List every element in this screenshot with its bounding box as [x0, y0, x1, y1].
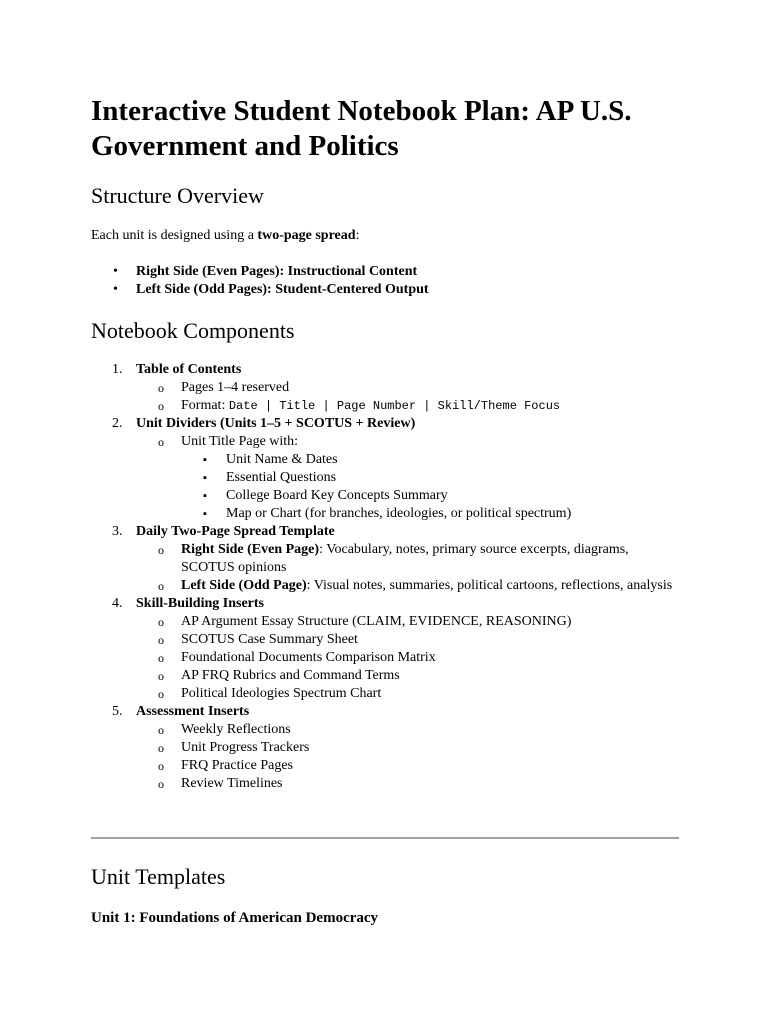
sub-item	[136, 577, 681, 595]
component-item	[91, 361, 681, 415]
subsub-item: ▪ Map or Chart (for branches, ideologies, or political spectrum)	[181, 505, 681, 523]
component-number: 3.	[112, 524, 123, 539]
component-title: Table of Contents	[136, 362, 242, 377]
bullet-item: • Right Side (Even Pages): Instructional Content	[91, 263, 429, 281]
format-code: Date | Title | Page Number | Skill/Theme Focus	[228, 399, 561, 413]
structure-bullet-list	[91, 263, 429, 299]
sub-item	[136, 379, 681, 397]
sub-item-text: AP FRQ Rubrics and Command Terms	[181, 668, 400, 683]
component-title: Daily Two-Page Spread Template	[136, 524, 335, 539]
unit-templates-heading: Unit Templates	[91, 864, 226, 889]
sub-list	[136, 433, 681, 523]
sub-item-text: Unit Title Page with:	[181, 434, 299, 449]
sub-item	[136, 397, 681, 415]
sub-item-text: : Visual notes, summaries, political cartoons, reflections, analysis	[306, 578, 673, 593]
sub-item-text: Unit Progress Trackers	[181, 740, 310, 755]
component-title: Unit Dividers (Units 1–5 + SCOTUS + Review)	[136, 416, 416, 431]
component-item	[91, 595, 681, 703]
component-item	[91, 523, 681, 595]
sub-item-text: FRQ Practice Pages	[181, 758, 293, 773]
sub-item	[136, 613, 681, 631]
sub-item	[136, 757, 681, 775]
structure-intro	[91, 227, 359, 245]
sub-list	[136, 379, 681, 415]
document-title: Interactive Student Notebook Plan: AP U.S. Government and Politics	[91, 95, 632, 162]
component-item	[91, 415, 681, 523]
sub-item-text: AP Argument Essay Structure (CLAIM, EVIDENCE, REASONING)	[181, 614, 572, 629]
component-number: 1.	[112, 362, 123, 377]
sub-list	[136, 613, 681, 703]
component-title: Assessment Inserts	[136, 704, 250, 719]
sub-item	[136, 631, 681, 649]
component-item	[91, 703, 681, 793]
intro-text: Each unit is designed using a	[91, 228, 258, 243]
sub-item-text: Review Timelines	[181, 776, 283, 791]
notebook-components-heading: Notebook Components	[91, 318, 295, 343]
sub-list	[136, 541, 681, 595]
sub-item	[136, 721, 681, 739]
sub-item	[136, 667, 681, 685]
sub-item-text: Foundational Documents Comparison Matrix	[181, 650, 436, 665]
sub-item-text: : Vocabulary, notes, primary source excerpts, diagrams, SCOTUS opinions	[181, 542, 629, 575]
component-number: 4.	[112, 596, 123, 611]
structure-overview-heading: Structure Overview	[91, 183, 264, 208]
subsub-item: ▪ College Board Key Concepts Summary	[181, 487, 681, 505]
sub-item-text: Pages 1–4 reserved	[181, 380, 290, 395]
sub-item	[136, 433, 681, 523]
unit-1-heading: Unit 1: Foundations of American Democracy	[91, 910, 379, 926]
components-list	[91, 361, 681, 793]
sub-item-text: SCOTUS Case Summary Sheet	[181, 632, 358, 647]
sub-item-bold: Left Side (Odd Page)	[181, 578, 307, 593]
subsub-list	[181, 451, 681, 523]
subsub-item: ▪ Essential Questions	[181, 469, 681, 487]
component-number: 2.	[112, 416, 123, 431]
sub-item-bold: Right Side (Even Page)	[181, 542, 320, 557]
sub-item-text: Weekly Reflections	[181, 722, 291, 737]
subsub-item: ▪ Unit Name & Dates	[181, 451, 681, 469]
sub-item	[136, 541, 681, 577]
component-title: Skill-Building Inserts	[136, 596, 264, 611]
section-divider	[91, 837, 679, 839]
bullet-item: • Left Side (Odd Pages): Student-Centered Output	[91, 281, 429, 299]
sub-item	[136, 775, 681, 793]
intro-colon: :	[355, 228, 360, 243]
sub-list	[136, 721, 681, 793]
sub-item	[136, 685, 681, 703]
sub-item-text: Political Ideologies Spectrum Chart	[181, 686, 382, 701]
intro-bold-text: two-page spread	[257, 228, 356, 243]
sub-item-text: Format:	[181, 398, 229, 413]
component-number: 5.	[112, 704, 123, 719]
sub-item	[136, 649, 681, 667]
sub-item	[136, 739, 681, 757]
